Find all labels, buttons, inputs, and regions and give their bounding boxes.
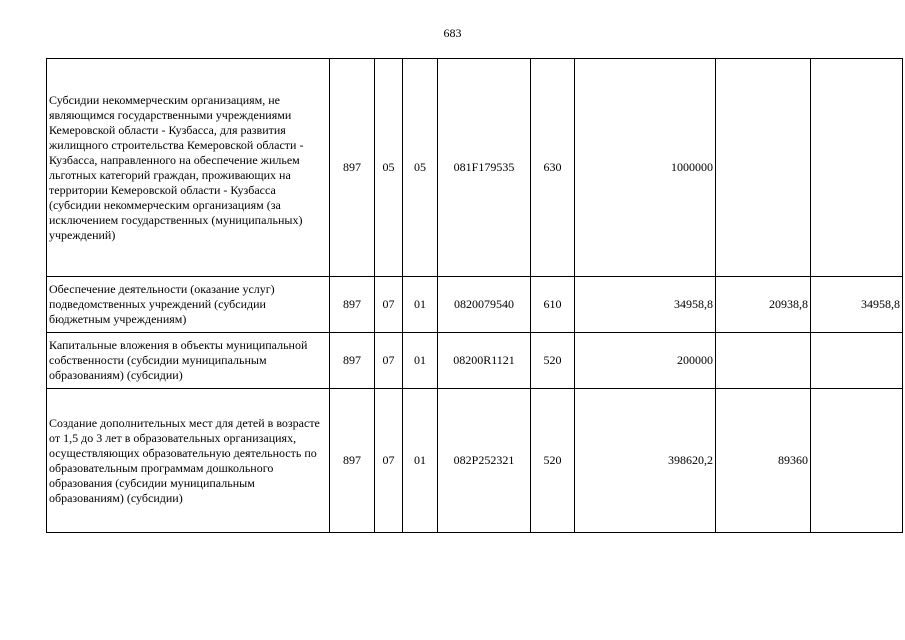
subsection-code: 01 — [403, 389, 438, 533]
section-code: 05 — [375, 59, 403, 277]
ministry-code: 897 — [330, 389, 375, 533]
expense-type-code: 610 — [531, 277, 575, 333]
row-description: Создание дополнительных мест для детей в возрасте от 1,5 до 3 лет в образовательных организациях, осуществляющих образовательную деятельность по образовательным программам дошкольного образования (субсидии муниципальным образованиям) (субсидии) — [47, 389, 330, 533]
section-code: 07 — [375, 277, 403, 333]
amount-3 — [811, 333, 903, 389]
row-description: Капитальные вложения в объекты муниципальной собственности (субсидии муниципальным образованиям) (субсидии) — [47, 333, 330, 389]
row-description: Обеспечение деятельности (оказание услуг) подведомственных учреждений (субсидии бюджетным учреждениям) — [47, 277, 330, 333]
subsection-code: 01 — [403, 333, 438, 389]
page-number: 683 — [443, 26, 462, 40]
table-row — [47, 333, 903, 389]
subsection-code: 05 — [403, 59, 438, 277]
subsection-code: 01 — [403, 277, 438, 333]
amount-3 — [811, 59, 903, 277]
target-article-code: 081F179535 — [438, 59, 531, 277]
amount-1: 398620,2 — [575, 389, 716, 533]
ministry-code: 897 — [330, 333, 375, 389]
expense-type-code: 520 — [531, 389, 575, 533]
amount-1: 200000 — [575, 333, 716, 389]
amount-2 — [716, 333, 811, 389]
expense-type-code: 630 — [531, 59, 575, 277]
target-article-code: 082P252321 — [438, 389, 531, 533]
table-row — [47, 59, 903, 277]
budget-table — [46, 58, 903, 533]
amount-2: 89360 — [716, 389, 811, 533]
amount-1: 1000000 — [575, 59, 716, 277]
section-code: 07 — [375, 389, 403, 533]
table-row — [47, 277, 903, 333]
amount-1: 34958,8 — [575, 277, 716, 333]
expense-type-code: 520 — [531, 333, 575, 389]
target-article-code: 08200R1121 — [438, 333, 531, 389]
amount-2: 20938,8 — [716, 277, 811, 333]
amount-3 — [811, 389, 903, 533]
row-description: Субсидии некоммерческим организациям, не являющимся государственными учреждениями Кемеровской области - Кузбасса, для развития жилищного строительства Кемеровской области - Кузбасса, направленного на обеспечение жильем льготных категорий граждан, проживающих на территории Кемеровской области - Кузбасса (субсидии некоммерческим организациям (за исключением государственных (муниципальных) учреждений) — [47, 59, 330, 277]
ministry-code: 897 — [330, 59, 375, 277]
target-article-code: 0820079540 — [438, 277, 531, 333]
table-row — [47, 389, 903, 533]
amount-3: 34958,8 — [811, 277, 903, 333]
amount-2 — [716, 59, 811, 277]
ministry-code: 897 — [330, 277, 375, 333]
section-code: 07 — [375, 333, 403, 389]
